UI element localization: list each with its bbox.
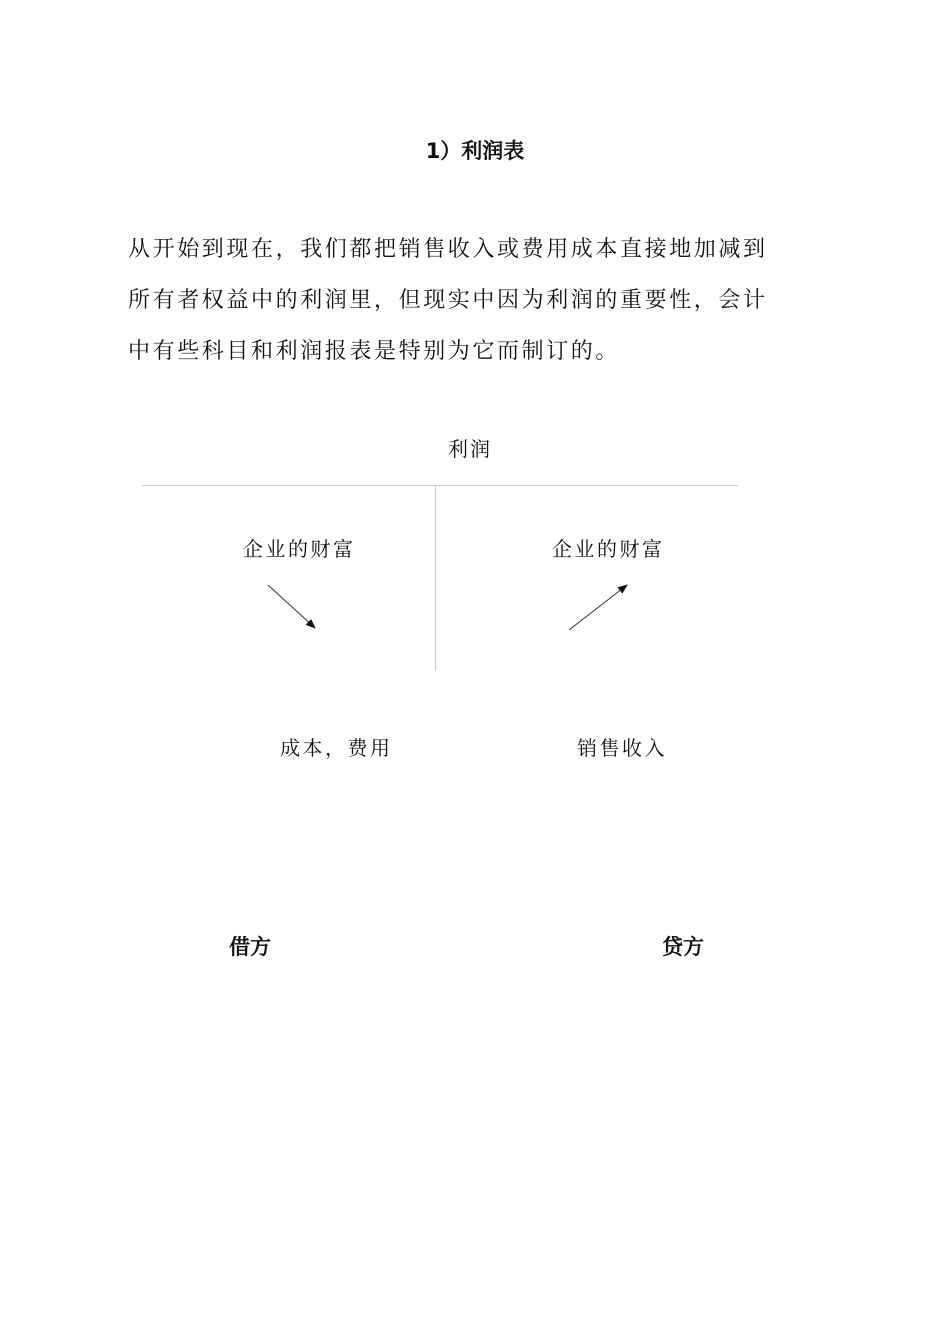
t-account-title: 利润 (448, 437, 492, 461)
sales-revenue-label: 销售收入 (577, 736, 667, 760)
paragraph-line: 所有者权益中的利润里，但现实中因为利润的重要性，会计 (128, 288, 768, 313)
increase-arrow-icon (569, 585, 627, 630)
credit-side-label: 贷方 (662, 935, 704, 959)
paragraph-line: 从开始到现在，我们都把销售收入或费用成本直接地加减到 (128, 237, 768, 262)
debit-side-label: 借方 (229, 935, 271, 959)
cost-expense-label: 成本，费用 (280, 736, 393, 760)
decrease-arrow-icon (268, 585, 315, 628)
section-heading: 1）利润表 (425, 139, 525, 163)
paragraph-line: 中有些科目和利润报表是特别为它而制订的。 (128, 339, 621, 364)
right-wealth-label: 企业的财富 (552, 537, 665, 561)
left-wealth-label: 企业的财富 (243, 537, 356, 561)
